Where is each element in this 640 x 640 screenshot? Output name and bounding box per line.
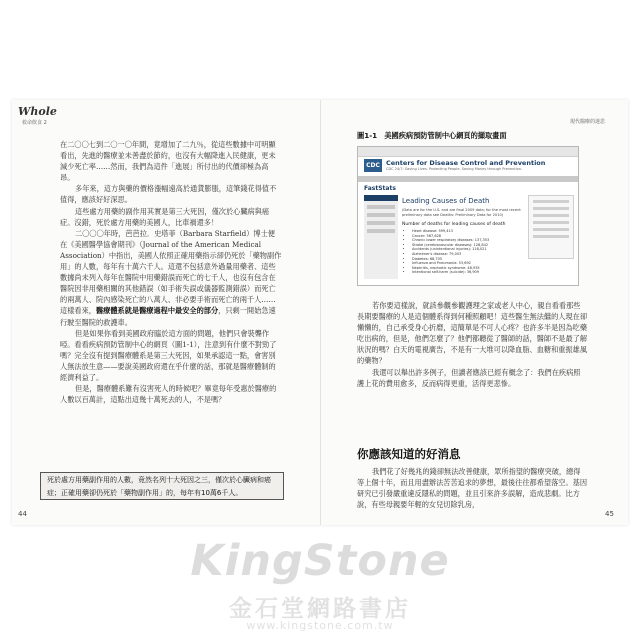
list-item: • Influenza and Pneumonia: 53,692 — [412, 261, 532, 266]
cdc-sidebar — [364, 195, 398, 279]
paragraph: 但是如果你看到美國政府臨於這方面的問題，他們只會裝聾作啞。看看疾病預防管制中心的網頁（圖1-1），注意到有什麼不對勁了嗎？完全沒有提到醫療體系是第三大死因，如果承認這一點，會害別人無法放生意——要說美國政府還在乎什麼的話，那就是醫療體制的經濟利益了。 — [60, 328, 277, 382]
running-header: 現代醫療的迷思 — [570, 119, 606, 125]
page-number-right: 45 — [605, 510, 614, 518]
sidebar-item — [367, 229, 395, 233]
paragraph: 我還可以舉出許多例子，但讀者應該已經有概念了：我們在疾病照護上花的費用愈多，反而病得更重，活得更悲慘。 — [357, 367, 581, 388]
section-heading: 你應該知道的好消息 — [357, 447, 461, 461]
cdc-right-panel — [528, 195, 574, 259]
callout-box: 死於處方用藥副作用的人數，竟然名列十大死因之三，僅次於心臟病和癌症；正確用藥卻仍死於「藥物副作用」的，每年有10萬6千人。 — [40, 472, 284, 500]
paragraph: 二〇〇〇年時，芭芭拉．史塔菲（Barbara Starfield）博士便在《美國醫學協會期刊》（Journal of the American Medical Association）中指出，美國人依照正確用藥指示卻仍死於「藥物副作用」的人數，每年有十萬六千人。這還不包括意外過量用藥者、這些數據尚未列入每年在醫院中用藥錯誤而死亡的七千人，也沒有包含在醫院因非用藥相關的其他錯誤（如手術失誤或儀器監測錯誤）而死亡的兩萬人、院內感染死亡的八萬人、非必要手術而死亡的兩千人……這樣看來， — [60, 228, 282, 316]
watermark-url: www.kingstone.com.tw — [246, 619, 394, 632]
right-page-body — [357, 300, 587, 389]
series-subtitle: 救命飲食 2 — [22, 120, 47, 126]
list-item: • Accidents (unintentional injuries): 118,021 — [412, 247, 532, 252]
list-item: • Nephritis, nephrotic syndrome: 48,935 — [412, 266, 532, 271]
paragraph-with-highlight: 二〇〇〇年時，芭芭拉．史塔菲（Barbara Starfield）博士便在《美國醫學協會期刊》（Journal of the American Medical Association）中指出，美國人依照正確用藥指示卻仍死於「藥物副作用」的人數，每年有十萬六千人。這還不包括意外過量用藥者、這些數據尚未列入每年在醫院中用藥錯誤而死亡的七千人，也沒有包含在醫院因非用藥相關的其他錯誤（如手術失誤或儀器監測錯誤）而死亡的兩萬人、院內感染死亡的八萬人、非必要手術而死亡的兩千人……這樣看來，醫療體系就是醫療過程中最安全的部分，只剩一開始急速行駛至醫院的救護車。 — [60, 228, 282, 327]
list-item: • Cancer: 567,628 — [412, 234, 532, 239]
cdc-site-subtitle: CDC 24/7: Saving Lives. Protecting People. Saving Money through Prevention. — [386, 167, 523, 171]
watermark-store-name: 金石堂網路書店 — [229, 595, 411, 622]
causes-list — [406, 229, 532, 275]
right-page-body-2 — [357, 466, 587, 510]
paragraph-tail: 只剩一開始急速行駛至醫院的救護車。 — [60, 306, 276, 327]
panel-line — [533, 207, 569, 210]
panel-line — [533, 221, 569, 224]
paragraph: 這些處方用藥的副作用其實是第三大死因，僅次於心臟病與癌症。沒錯，死於處方用藥的美國人，比車禍還多！ — [60, 206, 270, 227]
cdc-screenshot-figure — [357, 146, 579, 286]
watermark-logo: KingStone — [190, 536, 450, 586]
sidebar-item — [367, 213, 395, 217]
highlighted-phrase: 醫療體系就是醫療過程中最安全的部分 — [95, 306, 219, 316]
list-item: • Diabetes: 68,705 — [412, 257, 532, 262]
list-item: • Alzheimer's disease: 79,003 — [412, 252, 532, 257]
data-note: (Data are for the U.S. and are final 2009 data; for the most recent preliminary data see Deaths: Preliminary Data for 2010) — [402, 208, 521, 217]
cdc-nav-bar — [358, 176, 578, 182]
sidebar-item — [367, 221, 395, 225]
panel-line — [533, 200, 569, 203]
sidebar-header — [364, 195, 398, 201]
figure-caption: 圖1-1 美國疾病預防管制中心網頁的擷取畫面 — [357, 131, 507, 140]
deaths-subheading: Number of deaths for leading causes of death — [402, 222, 506, 227]
panel-line — [533, 214, 569, 217]
paragraph: 但是，醫療體系難有沒害死人的時候吧？畢竟每年受惠於醫療的人數以百萬計，這點出這幾十萬死去的人，不是嗎？ — [60, 384, 277, 405]
left-page-body — [60, 139, 282, 405]
browser-toolbar — [358, 147, 578, 157]
paragraph: 若你要這樣說，就該參觀參觀護理之家或老人中心，親自看看那些長期要醫療的人是這個體系得到何種照顧吧！這些醫生無法繼的人現在卻懶懶的，自己承受身心折磨，這簡單是不可人心疼？也許多半是因為吃藥吃出病的，但是，他們怎麼了？他們都聽從了醫師的話，醫師不是最了解狀況的嗎？白天的電視廣告，不是有一大堆可以降血脂、血糖和重振雄風的藥物？ — [357, 301, 588, 366]
list-item: • Heart disease: 599,413 — [412, 229, 532, 234]
paragraph: 多年來，這方與藥的價格漲幅遠高於通貨膨脹，這筆錢花得值不值得，應該好好深思。 — [60, 184, 277, 205]
list-item: • Chronic lower respiratory diseases: 137,353 — [412, 238, 532, 243]
book-fold — [320, 100, 321, 525]
panel-line — [533, 235, 569, 238]
sidebar-item — [367, 205, 395, 209]
cdc-site-title: Centers for Disease Control and Prevention — [386, 159, 546, 167]
series-brand: Whole — [18, 105, 57, 118]
cdc-logo: CDC — [364, 159, 382, 172]
page-number-left: 44 — [18, 510, 27, 518]
leading-causes-heading: Leading Causes of Death — [402, 197, 490, 205]
paragraph: 我們花了好幾兆的錢卻無法改善健康，眾所指望的醫療突破，總得等上個十年，而且用盡辦法苦苦追求的夢想，最後往往都希望落空。基因研究已引發嚴重違反隱私的問題，並且引來許多誤解，造成悲劇。比方說，有些母親要年輕的女兒切除乳房， — [357, 467, 588, 510]
list-item: • Stroke (cerebrovascular diseases): 128,842 — [412, 243, 532, 248]
paragraph: 在二〇〇七到二〇一〇年間，竟增加了二九％，從這些數據中可明顯看出，先進的醫療並未善盡於節約，也沒有大幅降進入民健康，更未減少死亡率……然而，我們為這件「進展」所付出的代價卻極為高昂。 — [60, 140, 276, 183]
panel-line — [533, 228, 569, 231]
list-item: • Intentional self-harm (suicide): 36,909 — [412, 270, 532, 275]
faststats-label: FastStats — [364, 185, 396, 192]
